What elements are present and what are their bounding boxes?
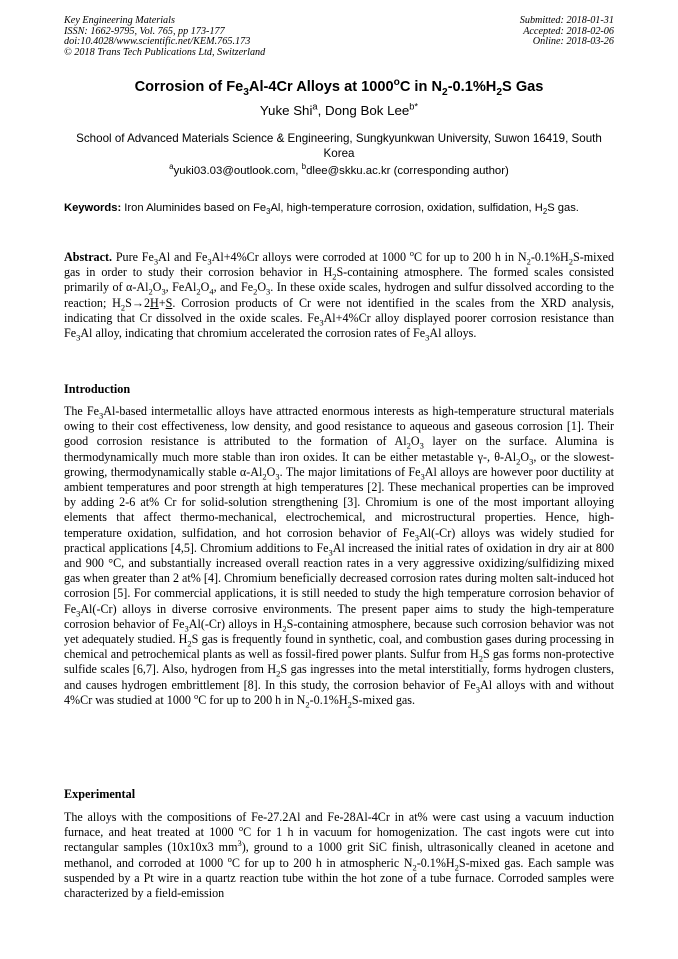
- abstract: Abstract. Pure $Fe_3Al$ and $Fe_3Al+4\%Cr$ alloys were corroded at 1000 $^o$C for up to 200 h in $N_2-0.1\%H_2S$-mixed gas in order to study their corrosion behavior in $H_2S$-containing atmosphere. The formed scales consisted primarily of $\alpha-Al_2O_3$, $FeAl_2O_4$, and $Fe_2O_3$. In these oxide scales, hydrogen and sulfur dissolved according to the reaction; $H_2S\to 2H+S$. Corrosion products of Cr were not identified in the scales from the XRD analysis, indicating that Cr dissolved in the oxide scales. $Fe_3Al+4\%Cr$ alloy displayed poorer corrosion resistance than $Fe_3Al$ alloy, indicating that chromium accelerated the corrosion rates of $Fe_3Al$ alloys.: [64, 247, 614, 343]
- author-list: Yuke Shi$^a$, Dong Bok Lee$^{b*}$: [259, 101, 419, 118]
- keywords: Keywords: Iron Aluminides based on $Fe_3Al$, high-temperature corrosion, oxidation, sulfidation, $H_2S$ gas.: [64, 202, 579, 217]
- introduction-body: The $Fe_3Al$-based intermetallic alloys have attracted enormous interests as high-temperature structural materials owing to their cost effectiveness, low density, and good resistance to aqueous and gaseous corrosion [1]. Their good corrosion resistance is attributed to the formation of $Al_2O_3$ layer on the surface. Alumina is thermodynamically much more stable than iron oxides. It can be either metastable γ-, $\theta-Al_2O_3$, or the slowest-growing, thermodynamically stable $\alpha-Al_2O_3$. The major limitations of $Fe_3Al$ alloys are however poor ductility at ambient temperatures and poor strength at high temperatures [2]. These mechanical properties can be improved by adding 2-6 at% Cr for solid-solution strengthening [3]. Chromium is one of the most important alloying elements that affect thermo-mechanical, electrochemical, and microstructural properties. Hence, high-temperature oxidation, sulfidation, and hot corrosion behavior of $Fe_3Al(-Cr)$ alloys was widely studied for practical applications [4,5]. Chromium additions to $Fe_3Al$ increased the initial rates of oxidation in dry air at 800 and 900 °C, and substantially increased overall reaction rates in a very aggressive oxidizing/sulfidizing mixed gas when greater than 2 at% [4]. Chromium beneficially decreased corrosion rates during molten salt-induced hot corrosion [5]. For commercial applications, it is still needed to study the high temperature corrosion behavior of $Fe_3Al(-Cr)$ alloys in diverse corrosive environments. The present paper aims to study the high-temperature corrosion behavior of $Fe_3Al(-Cr)$ alloys in $H_2S$-containing atmosphere, because such corrosion behavior was not yet adequately studied. $H_2S$ gas is frequently found in synthetic, coal, and combustion gases during processing in chemical and petrochemical plants as well as fossil-fired power plants. Sulfur from $H_2S$ gas forms non-protective sulfide scales [6,7]. Also, hydrogen from $H_2S$ gas ingresses into the metal interstitially, forms hydrogen clusters, and causes hydrogen embrittlement [8]. In this study, the corrosion behavior of $Fe_3Al$ alloys with and without 4%Cr was studied at 1000 $^o$C for up to 200 h in $N_2-0.1\%H_2S$-mixed gas.: [64, 404, 615, 710]
- email-link[interactable]: dlee@skku.ac.kr (corresponding author): [306, 165, 509, 177]
- keywords-label: Keywords:: [64, 202, 122, 214]
- journal-issn: ISSN: 1662-9795, Vol. 765, pp 173-177: [64, 25, 225, 37]
- affiliation: School of Advanced Materials Science & Engineering, Sungkyunkwan University, Suwon 16419, South Korea: [76, 132, 602, 160]
- journal-doi[interactable]: doi:10.4028/www.scientific.net/KEM.765.173: [64, 36, 251, 48]
- email-link[interactable]: yuki03.03@outlook.com,: [173, 165, 302, 177]
- journal-name: Key Engineering Materials: [64, 15, 175, 26]
- author-name: Dong Bok Lee: [324, 103, 410, 118]
- journal-copyright: © 2018 Trans Tech Publications Ltd, Switzerland: [64, 46, 266, 58]
- journal-info: [64, 16, 265, 58]
- paper-title: Corrosion of $Fe_3Al-4Cr$ Alloys at 1000$^o$C in $N_2-0.1\%H_2S$ Gas: [134, 77, 544, 98]
- experimental-body: The alloys with the compositions of Fe-27.2Al and Fe-28Al-4Cr in at% were cast using a vacuum induction furnace, and heat treated at 1000 $^o$C for 1 h in vacuum for homogenization. The cast ingots were cut into rectangular samples (10x10x3 $mm^3$), ground to a 1000 grit SiC finish, ultrasonically cleaned in acetone and methanol, and corroded at 1000 $^o$C for up to 200 h in atmospheric $N_2-0.1\%H_2S$-mixed gas. Each sample was suspended by a Pt wire in a quartz reaction tube within the hot zone of a tube furnace. Corroded samples were characterized by a field-emission: [64, 810, 614, 901]
- online-date: Online: 2018-03-26: [532, 36, 614, 48]
- abstract-label: Abstract.: [64, 250, 113, 264]
- author-name: Yuke Shi: [259, 103, 313, 118]
- publication-dates: [520, 16, 614, 48]
- author-emails: $^a$yuki03.03@outlook.com, $^b$dlee@skku.ac.kr (corresponding author): [169, 162, 509, 177]
- accepted-date: Accepted: 2018-02-06: [523, 25, 614, 37]
- section-heading-experimental: Experimental: [64, 787, 136, 801]
- submitted-date: Submitted: 2018-01-31: [519, 15, 614, 26]
- section-heading-introduction: Introduction: [64, 382, 131, 396]
